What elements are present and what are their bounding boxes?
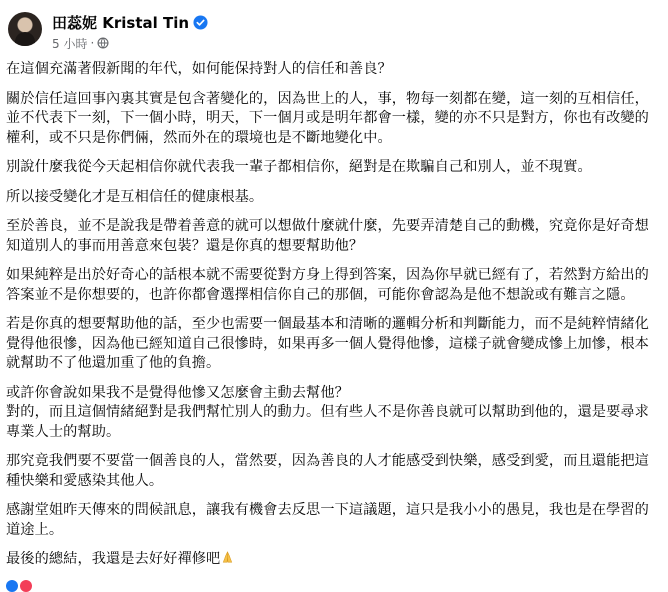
author-line [52,12,208,32]
post-header [8,8,658,54]
post-meta [52,35,109,51]
post-paragraph-1: 在這個充滿著假新聞的年代，如何能保持對人的信任和善良？ [6,61,392,77]
post-paragraph-4: 所以接受變化才是互相信任的健康根基。 [6,188,264,205]
like-reaction-icon [6,580,18,592]
post-paragraph-7: 若是你真的想要幫助他的話，至少也需要一個最基本和清晰的邏輯分析和判斷能力，而不是純粹情緒化覺得他很慘，因為他已經知道自己很慘時，如果再多一個人覺得他慘，這樣子就會變成慘上加慘，根本就幫助不了他還加重了他的負擔。 [6,316,649,371]
reaction-icons[interactable] [6,580,32,592]
post-paragraph-5: 至於善良，並不是說我是帶着善意的就可以想做什麼就什麼，先要弄清楚自己的動機，究竟你是好奇想知道別人的事而用善意來包裝？還是你真的想要幫助他？ [6,218,649,254]
love-reaction-icon [20,580,32,592]
post-paragraph-8: 或許你會說如果我不是覺得他慘又怎麼會主動去幫他？ [6,384,349,401]
closing-text: 最後的總結，我還是去好好禪修吧 [6,551,221,567]
post-timestamp[interactable]: 5 小時 [52,36,88,51]
globe-icon [97,37,109,49]
post-paragraph-10: 那究竟我們要不要當一個善良的人，當然要，因為善良的人才能感受到快樂，感受到愛，而且還能把這種快樂和愛感染其他人。 [6,453,649,489]
author-name[interactable]: 田蕊妮 Kristal Tin [52,13,190,32]
meta-separator: · [90,36,95,50]
post-paragraph-2: 關於信任這回事內裏其實是包含著變化的，因為世上的人，事，物每一刻都在變，這一刻的互相信任，並不代表下一刻，下一個小時，明天，下一個月或是明年都會一樣，變的亦不只是對方，你也有改變的權利，或不只是你們倆，然而外在的環境也是不斷地變化中。 [6,90,649,146]
folded-hands-emoji [220,550,235,565]
post-paragraph-9: 對的，而且這個情緒絕對是我們幫忙別人的動力。但有些人不是你善良就可以幫助到他的，還是要尋求專業人士的幫助。 [6,404,649,440]
reactions-bar [6,580,662,592]
post-paragraph-3: 別說什麼我從今天起相信你就代表我一輩子都相信你，絕對是在欺騙自己和別人，並不現實。 [6,159,592,175]
post-paragraph-11: 感謝堂姐昨天傳來的問候訊息，讓我有機會去反思一下這議題，這只是我小小的愚見，我也是在學習的道途上。 [6,502,649,538]
post-paragraph-6: 如果純粹是出於好奇心的話根本就不需要從對方身上得到答案，因為你早就已經有了，若然對方給出的答案並不是你想要的，也許你都會選擇相信你自己的那個，可能你會認為是他不想說或有難言之隱。 [6,267,649,303]
author-avatar[interactable] [8,12,42,46]
post-body [6,60,658,580]
verified-badge-icon [193,15,208,30]
post-paragraph-12 [6,550,658,570]
